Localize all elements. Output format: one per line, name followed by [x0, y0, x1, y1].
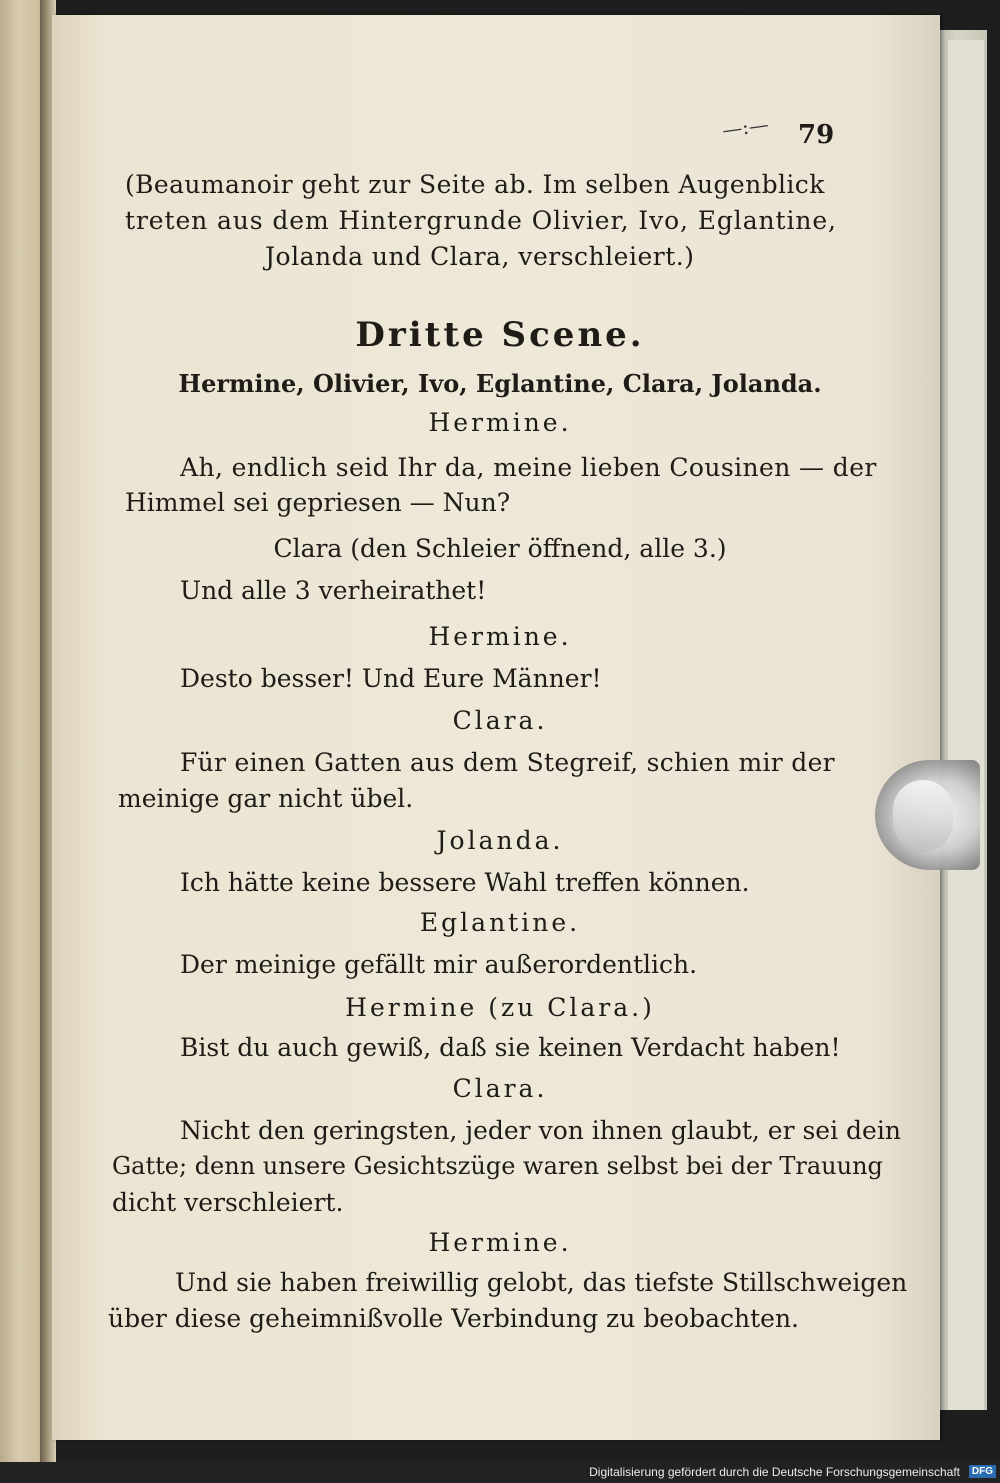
speaker-name: Hermine (zu Clara.) [345, 993, 655, 1022]
text-line: dicht verschleiert. [112, 1188, 344, 1217]
text-line: über diese geheimnißvolle Verbindung zu beobachten. [108, 1304, 799, 1333]
speaker-name: Clara. [452, 706, 548, 735]
speaker-name: Eglantine. [419, 908, 581, 937]
text-line: Nicht den geringsten, jeder von ihnen glaubt, er sei dein [180, 1116, 901, 1145]
text-line: Desto besser! Und Eure Männer! [180, 664, 602, 693]
speaker-name: Hermine. [428, 622, 572, 651]
text-line: Für einen Gatten aus dem Stegreif, schien mir der [180, 748, 835, 777]
text-line: treten aus dem Hintergrunde Olivier, Ivo, Eglantine, [125, 206, 837, 235]
digitization-credit: Digitalisierung gefördert durch die Deutsche Forschungsgemeinschaft [0, 1462, 1000, 1483]
text-line: Ich hätte keine bessere Wahl treffen können. [180, 868, 750, 897]
text-line: Bist du auch gewiß, daß sie keinen Verdacht haben! [180, 1033, 841, 1062]
text-line: Gatte; denn unsere Gesichtszüge waren selbst bei der Trauung [112, 1152, 883, 1180]
text-line: Der meinige gefällt mir außerordentlich. [180, 950, 698, 979]
text-line: (Beaumanoir geht zur Seite ab. Im selben Augenblick [125, 170, 825, 199]
speaker-name: Clara. [452, 1074, 548, 1103]
speaker-name: Jolanda. [436, 826, 564, 855]
character-list: Hermine, Olivier, Ivo, Eglantine, Clara, Jolanda. [178, 369, 822, 398]
text-line: meinige gar nicht übel. [118, 784, 414, 813]
scene-heading: Dritte Scene. [355, 315, 645, 355]
text-line: Jolanda und Clara, verschleiert.) [265, 242, 695, 271]
text-line: Himmel sei gepriesen — Nun? [125, 488, 511, 517]
text-line: Ah, endlich seid Ihr da, meine lieben Cousinen — der [180, 453, 877, 482]
speaker-name: Hermine. [428, 408, 572, 437]
text-line: Und alle 3 verheirathet! [180, 576, 487, 605]
page-number: 79 [798, 120, 835, 150]
speaker-name: Clara (den Schleier öffnend, alle 3.) [273, 534, 727, 563]
dfg-logo: DFG [969, 1465, 996, 1478]
speaker-name: Hermine. [428, 1228, 572, 1257]
margin-mark: —:— [720, 111, 771, 143]
text-line: Und sie haben freiwillig gelobt, das tiefste Stillschweigen [175, 1268, 908, 1297]
